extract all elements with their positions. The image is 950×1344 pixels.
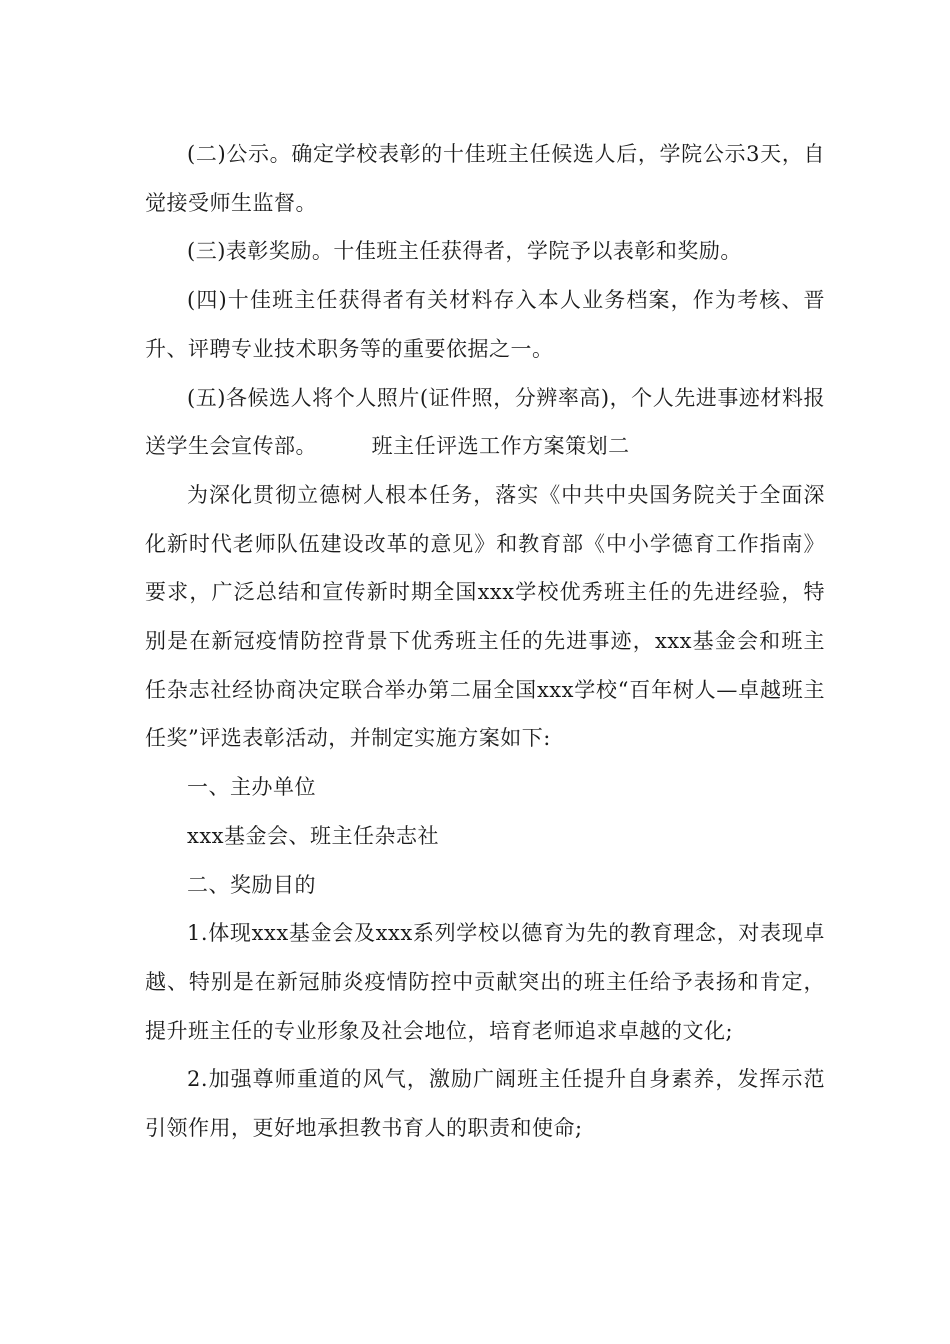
section-title-inline: 班主任评选工作方案策划二 — [371, 434, 630, 459]
document-body — [145, 130, 825, 1153]
paragraph-photo-text: (五)各候选人将个人照片(证件照，分辨率高)，个人先进事迹材料报送学生会宣传部。 — [145, 385, 825, 459]
paragraph-organizer-names: xxx基金会、班主任杂志社 — [187, 823, 440, 848]
paragraph-purpose-2: 2.加强尊师重道的风气，激励广阔班主任提升自身素养，发挥示范引领作用，更好地承担教书育人的职责和使命; — [145, 1067, 825, 1141]
paragraph-archive: (四)十佳班主任获得者有关材料存入本人业务档案，作为考核、晋升、评聘专业技术职务等的重要依据之一。 — [145, 288, 825, 361]
paragraph-publicity: (二)公示。确定学校表彰的十佳班主任候选人后，学院公示3天，自觉接受师生监督。 — [145, 142, 825, 215]
paragraph-purpose-1: 1.体现xxx基金会及xxx系列学校以德育为先的教育理念，对表现卓越、特别是在新冠肺炎疫情防控中贡献突出的班主任给予表扬和肯定，提升班主任的专业形象及社会地位，培育老师追求卓越的文化; — [145, 921, 825, 1043]
paragraph-award: (三)表彰奖励。十佳班主任获得者，学院予以表彰和奖励。 — [187, 239, 742, 264]
paragraph-photo — [145, 374, 825, 471]
paragraph-intro: 为深化贯彻立德树人根本任务，落实《中共中央国务院关于全面深化新时代老师队伍建设改革的意见》和教育部《中小学德育工作指南》要求，广泛总结和宣传新时期全国xxx学校优秀班主任的先进经验，特别是在新冠疫情防控背景下优秀班主任的先进事迹，xxx基金会和班主任杂志社经协商决定联合举办第二届全国xxx学校“百年树人—卓越班主任奖”评选表彰活动，并制定实施方案如下: — [145, 482, 825, 751]
heading-purpose: 二、奖励目的 — [187, 872, 316, 897]
heading-organizer: 一、主办单位 — [187, 775, 316, 800]
